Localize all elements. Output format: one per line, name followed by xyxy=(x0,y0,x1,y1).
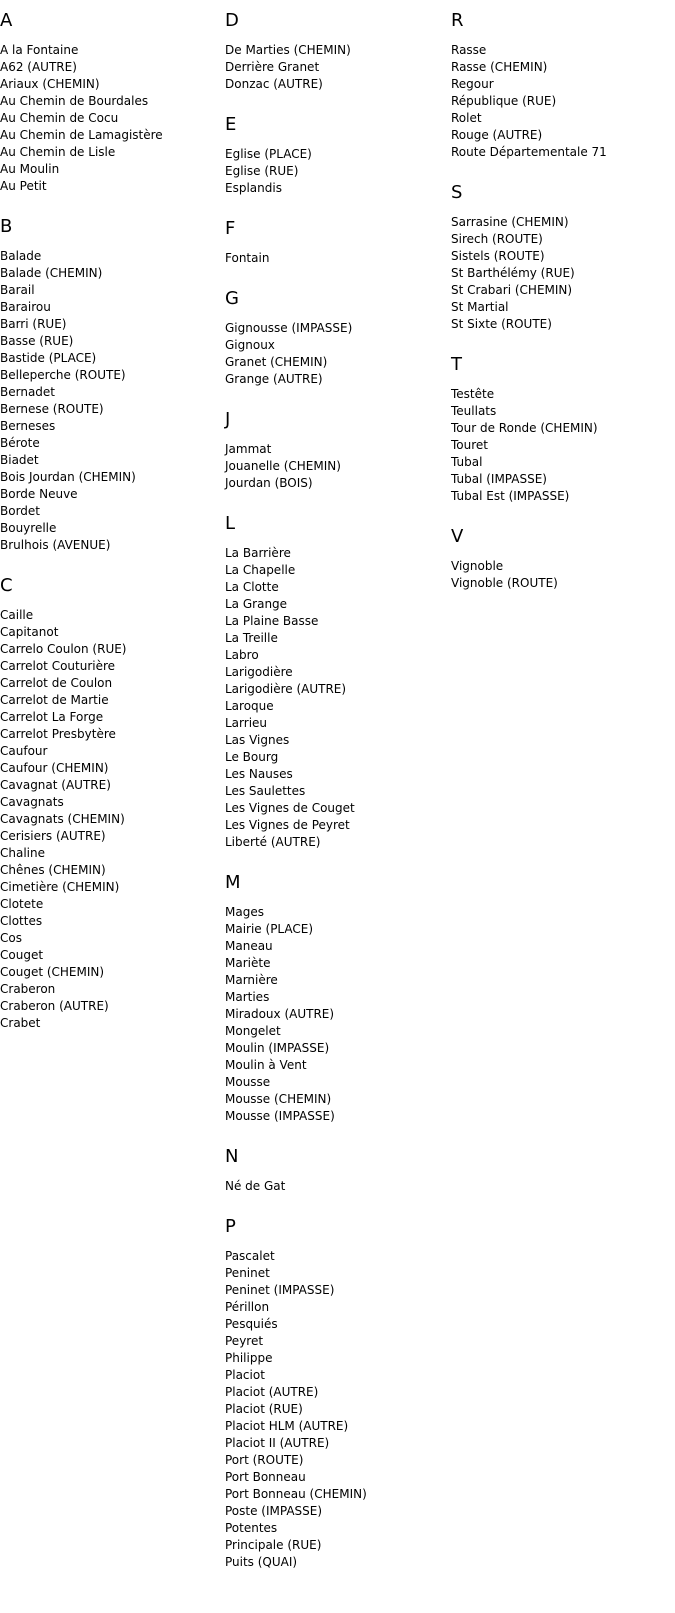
street-link[interactable]: Sirech (ROUTE) xyxy=(451,232,543,246)
street-link[interactable]: Philippe xyxy=(225,1351,273,1365)
street-link[interactable]: Poste (IMPASSE) xyxy=(225,1504,323,1518)
letter-heading: E xyxy=(225,114,237,135)
street-list xyxy=(451,558,671,592)
street-link[interactable]: Les Vignes de Couget xyxy=(225,801,355,815)
street-link[interactable]: St Crabari (CHEMIN) xyxy=(451,283,573,297)
street-column-3 xyxy=(451,10,671,613)
street-link[interactable]: Bois Jourdan (CHEMIN) xyxy=(0,470,136,484)
street-link[interactable]: Bordet xyxy=(0,504,41,518)
street-link[interactable]: Cavagnats xyxy=(0,795,64,809)
street-link[interactable]: Moulin (IMPASSE) xyxy=(225,1041,330,1055)
street-link[interactable]: Les Saulettes xyxy=(225,784,306,798)
street-link[interactable]: Laroque xyxy=(225,699,274,713)
street-link[interactable]: Caufour xyxy=(0,744,48,758)
street-link[interactable]: Chaline xyxy=(0,846,45,860)
street-link[interactable]: Bouyrelle xyxy=(0,521,57,535)
letter-group-f xyxy=(225,218,445,267)
street-link[interactable]: Mariète xyxy=(225,956,271,970)
street-link[interactable]: Teullats xyxy=(451,404,497,418)
street-link[interactable]: Moulin à Vent xyxy=(225,1058,307,1072)
letter-heading: A xyxy=(0,10,13,31)
street-link[interactable]: Port (ROUTE) xyxy=(225,1453,304,1467)
street-link[interactable]: Jourdan (BOIS) xyxy=(225,476,313,490)
street-list xyxy=(225,42,445,93)
street-link[interactable]: Gignoux xyxy=(225,338,275,352)
street-link[interactable]: Tubal (IMPASSE) xyxy=(451,472,547,486)
letter-group-p xyxy=(225,1216,445,1571)
street-link[interactable]: Port Bonneau (CHEMIN) xyxy=(225,1487,367,1501)
street-link[interactable]: Carrelot Presbytère xyxy=(0,727,116,741)
street-link[interactable]: A62 (AUTRE) xyxy=(0,60,77,74)
street-list xyxy=(225,545,445,851)
street-link[interactable]: La Treille xyxy=(225,631,278,645)
street-link[interactable]: Sistels (ROUTE) xyxy=(451,249,545,263)
letter-group-v xyxy=(451,526,671,592)
street-link[interactable]: La Plaine Basse xyxy=(225,614,319,628)
street-link[interactable]: Cimetière (CHEMIN) xyxy=(0,880,120,894)
street-link[interactable]: Rouge (AUTRE) xyxy=(451,128,543,142)
letter-heading: M xyxy=(225,872,241,893)
street-link[interactable]: Sarrasine (CHEMIN) xyxy=(451,215,569,229)
street-link[interactable]: Capitanot xyxy=(0,625,59,639)
street-link[interactable]: Principale (RUE) xyxy=(225,1538,322,1552)
letter-group-g xyxy=(225,288,445,388)
street-link[interactable]: Larigodière (AUTRE) xyxy=(225,682,347,696)
street-link[interactable]: Périllon xyxy=(225,1300,270,1314)
street-link[interactable]: Barri (RUE) xyxy=(0,317,67,331)
street-link[interactable]: De Marties (CHEMIN) xyxy=(225,43,351,57)
street-link[interactable]: Peninet xyxy=(225,1266,270,1280)
street-link[interactable]: Caille xyxy=(0,608,34,622)
street-link[interactable]: Ariaux (CHEMIN) xyxy=(0,77,100,91)
street-link[interactable]: Rolet xyxy=(451,111,482,125)
street-link[interactable]: Esplandis xyxy=(225,181,282,195)
letter-group-d xyxy=(225,10,445,93)
street-link[interactable]: Pesquiés xyxy=(225,1317,278,1331)
street-list xyxy=(225,146,445,197)
letter-group-m xyxy=(225,872,445,1125)
letter-heading: N xyxy=(225,1146,239,1167)
street-link[interactable]: Marties xyxy=(225,990,270,1004)
street-link[interactable]: Jammat xyxy=(225,442,272,456)
street-link[interactable]: Mairie (PLACE) xyxy=(225,922,314,936)
letter-heading: T xyxy=(451,354,462,375)
street-link[interactable]: Biadet xyxy=(0,453,39,467)
letter-group-s xyxy=(451,182,671,333)
street-link[interactable]: Né de Gat xyxy=(225,1179,286,1193)
letter-heading: R xyxy=(451,10,464,31)
street-link[interactable]: Au Petit xyxy=(0,179,47,193)
street-link[interactable]: Au Chemin de Lamagistère xyxy=(0,128,163,142)
letter-group-c xyxy=(0,575,220,1032)
street-link[interactable]: Au Chemin de Cocu xyxy=(0,111,119,125)
street-link[interactable]: Miradoux (AUTRE) xyxy=(225,1007,335,1021)
street-link[interactable]: Carrelot de Martie xyxy=(0,693,109,707)
street-link[interactable]: Puits (QUAI) xyxy=(225,1555,298,1569)
street-link[interactable]: Labro xyxy=(225,648,259,662)
street-list xyxy=(0,607,220,1032)
street-link[interactable]: Berneses xyxy=(0,419,56,433)
letter-heading: P xyxy=(225,1216,236,1237)
letter-group-j xyxy=(225,409,445,492)
street-link[interactable]: Les Vignes de Peyret xyxy=(225,818,350,832)
street-link[interactable]: Grange (AUTRE) xyxy=(225,372,323,386)
street-list xyxy=(451,386,671,505)
letter-heading: J xyxy=(225,409,231,430)
street-link[interactable]: Placiot II (AUTRE) xyxy=(225,1436,330,1450)
street-link[interactable]: Larrieu xyxy=(225,716,268,730)
street-link[interactable]: Maneau xyxy=(225,939,273,953)
street-link[interactable]: St Martial xyxy=(451,300,509,314)
street-list xyxy=(225,1248,445,1571)
street-link[interactable]: Mousse xyxy=(225,1075,271,1089)
street-link[interactable]: Belleperche (ROUTE) xyxy=(0,368,126,382)
street-link[interactable]: Placiot xyxy=(225,1368,265,1382)
street-link[interactable]: Bernese (ROUTE) xyxy=(0,402,104,416)
letter-group-t xyxy=(451,354,671,505)
letter-heading: B xyxy=(0,216,13,237)
street-link[interactable]: Eglise (PLACE) xyxy=(225,147,312,161)
letter-group-l xyxy=(225,513,445,851)
letter-heading: F xyxy=(225,218,236,239)
street-link[interactable]: Caufour (CHEMIN) xyxy=(0,761,109,775)
street-link[interactable]: Touret xyxy=(451,438,488,452)
street-link[interactable]: Clottes xyxy=(0,914,43,928)
letter-heading: V xyxy=(451,526,464,547)
street-link[interactable]: Cerisiers (AUTRE) xyxy=(0,829,106,843)
letter-group-r xyxy=(451,10,671,161)
street-link[interactable]: Barail xyxy=(0,283,35,297)
street-link[interactable]: Bernadet xyxy=(0,385,56,399)
street-link[interactable]: Au Chemin de Lisle xyxy=(0,145,116,159)
street-link[interactable]: Potentes xyxy=(225,1521,278,1535)
street-link[interactable]: Mousse (IMPASSE) xyxy=(225,1109,335,1123)
letter-heading: G xyxy=(225,288,239,309)
street-link[interactable]: Vignoble (ROUTE) xyxy=(451,576,558,590)
street-link[interactable]: Tour de Ronde (CHEMIN) xyxy=(451,421,598,435)
street-link[interactable]: Placiot (RUE) xyxy=(225,1402,303,1416)
street-link[interactable]: Port Bonneau xyxy=(225,1470,306,1484)
street-link[interactable]: République (RUE) xyxy=(451,94,557,108)
street-link[interactable]: Barairou xyxy=(0,300,51,314)
street-link[interactable]: Basse (RUE) xyxy=(0,334,74,348)
street-link[interactable]: Crabet xyxy=(0,1016,41,1030)
street-link[interactable]: Mongelet xyxy=(225,1024,281,1038)
street-link[interactable]: Tubal xyxy=(451,455,483,469)
street-link[interactable]: Regour xyxy=(451,77,494,91)
street-link[interactable]: Cos xyxy=(0,931,22,945)
street-link[interactable]: Testête xyxy=(451,387,495,401)
street-link[interactable]: Carrelo Coulon (RUE) xyxy=(0,642,127,656)
street-link[interactable]: Craberon xyxy=(0,982,56,996)
street-link[interactable]: Fontain xyxy=(225,251,270,265)
letter-group-e xyxy=(225,114,445,197)
street-link[interactable]: La Clotte xyxy=(225,580,279,594)
street-link[interactable]: Les Nauses xyxy=(225,767,293,781)
street-link[interactable]: Placiot (AUTRE) xyxy=(225,1385,319,1399)
street-link[interactable]: Tubal Est (IMPASSE) xyxy=(451,489,570,503)
street-link[interactable]: Vignoble xyxy=(451,559,504,573)
street-link[interactable]: Craberon (AUTRE) xyxy=(0,999,109,1013)
street-list xyxy=(0,248,220,554)
letter-group-a xyxy=(0,10,220,195)
street-link[interactable]: Bastide (PLACE) xyxy=(0,351,97,365)
street-link[interactable]: Donzac (AUTRE) xyxy=(225,77,323,91)
street-link[interactable]: Cavagnats (CHEMIN) xyxy=(0,812,125,826)
street-link[interactable]: Le Bourg xyxy=(225,750,279,764)
street-link[interactable]: Au Chemin de Bourdales xyxy=(0,94,149,108)
street-list xyxy=(225,320,445,388)
street-list xyxy=(225,250,445,267)
street-column-2 xyxy=(225,10,445,1592)
street-link[interactable]: St Sixte (ROUTE) xyxy=(451,317,552,331)
street-link[interactable]: Brulhois (AVENUE) xyxy=(0,538,111,552)
street-link[interactable]: Rasse (CHEMIN) xyxy=(451,60,548,74)
street-link[interactable]: Au Moulin xyxy=(0,162,60,176)
street-link[interactable]: Cavagnat (AUTRE) xyxy=(0,778,111,792)
street-link[interactable]: Larigodière xyxy=(225,665,293,679)
street-link[interactable]: Carrelot La Forge xyxy=(0,710,104,724)
street-link[interactable]: Balade xyxy=(0,249,42,263)
street-list xyxy=(451,214,671,333)
street-link[interactable]: Borde Neuve xyxy=(0,487,78,501)
street-link[interactable]: Marnière xyxy=(225,973,278,987)
street-list xyxy=(225,904,445,1125)
street-list xyxy=(225,1178,445,1195)
street-link[interactable]: Mages xyxy=(225,905,264,919)
street-link[interactable]: Carrelot Couturière xyxy=(0,659,116,673)
street-link[interactable]: Liberté (AUTRE) xyxy=(225,835,321,849)
letter-heading: S xyxy=(451,182,463,203)
street-column-1 xyxy=(0,10,220,1053)
street-link[interactable]: Couget (CHEMIN) xyxy=(0,965,105,979)
letter-group-n xyxy=(225,1146,445,1195)
street-link[interactable]: La Barrière xyxy=(225,546,291,560)
street-link[interactable]: Bérote xyxy=(0,436,40,450)
street-list xyxy=(0,42,220,195)
street-link[interactable]: Mousse (CHEMIN) xyxy=(225,1092,332,1106)
street-link[interactable]: Pascalet xyxy=(225,1249,275,1263)
street-link[interactable]: Peyret xyxy=(225,1334,264,1348)
street-link[interactable]: Route Départementale 71 xyxy=(451,145,607,159)
street-link[interactable]: Rasse xyxy=(451,43,487,57)
street-link[interactable]: Granet (CHEMIN) xyxy=(225,355,328,369)
street-link[interactable]: Derrière Granet xyxy=(225,60,320,74)
street-link[interactable]: Carrelot de Coulon xyxy=(0,676,113,690)
street-link[interactable]: Jouanelle (CHEMIN) xyxy=(225,459,341,473)
street-link[interactable]: La Chapelle xyxy=(225,563,296,577)
street-link[interactable]: Las Vignes xyxy=(225,733,290,747)
street-link[interactable]: Gignousse (IMPASSE) xyxy=(225,321,353,335)
letter-heading: D xyxy=(225,10,239,31)
street-link[interactable]: Clotete xyxy=(0,897,44,911)
street-link[interactable]: Eglise (RUE) xyxy=(225,164,299,178)
street-link[interactable]: Couget xyxy=(0,948,44,962)
letter-heading: C xyxy=(0,575,13,596)
letter-heading: L xyxy=(225,513,236,534)
street-link[interactable]: St Barthélémy (RUE) xyxy=(451,266,575,280)
street-link[interactable]: La Grange xyxy=(225,597,288,611)
street-link[interactable]: A la Fontaine xyxy=(0,43,79,57)
letter-group-b xyxy=(0,216,220,554)
street-link[interactable]: Placiot HLM (AUTRE) xyxy=(225,1419,349,1433)
street-link[interactable]: Balade (CHEMIN) xyxy=(0,266,103,280)
street-link[interactable]: Chênes (CHEMIN) xyxy=(0,863,106,877)
street-list xyxy=(451,42,671,161)
street-list xyxy=(225,441,445,492)
street-link[interactable]: Peninet (IMPASSE) xyxy=(225,1283,335,1297)
